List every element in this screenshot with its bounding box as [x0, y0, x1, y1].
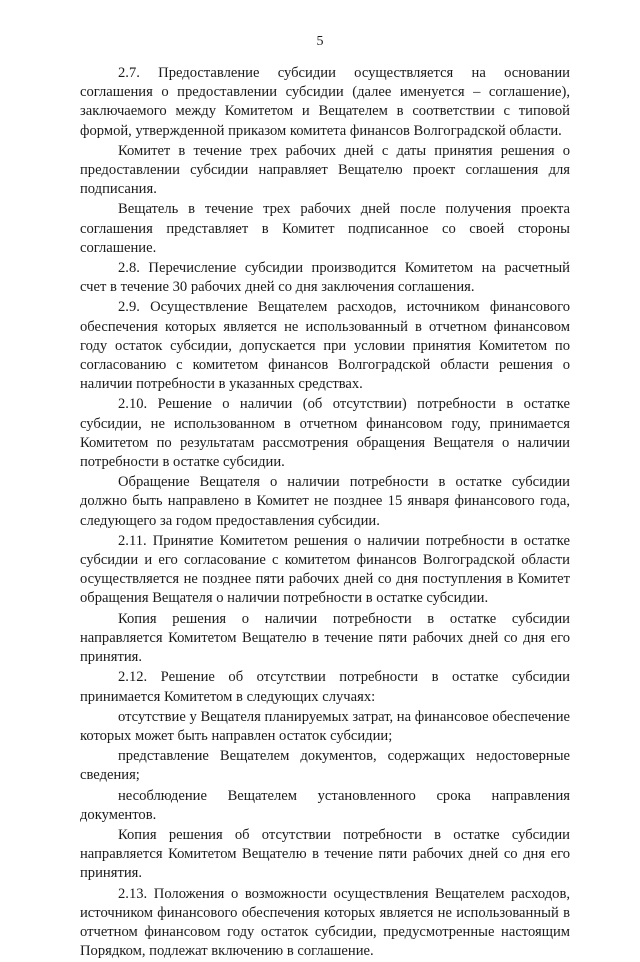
- paragraph-2-13: 2.13. Положения о возможности осуществления Вещателем расходов, источником финансового обеспечения которых является не использованный в отчетном финансовом году остаток субсидии, предусмотренные настоящим Порядком, подлежат включению в соглашение.: [80, 885, 570, 960]
- paragraph-2-12: 2.12. Решение об отсутствии потребности в остатке субсидии принимается Комитетом в следующих случаях:: [80, 669, 570, 705]
- paragraph-appeal-deadline: Обращение Вещателя о наличии потребности в остатке субсидии должно быть направлено в Комитет не позднее 15 января финансового года, следующего за годом предоставления субсидии.: [80, 474, 570, 529]
- paragraph-copy-decision: Копия решения о наличии потребности в остатке субсидии направляется Комитетом Вещателю в течение пяти рабочих дней со дня его принятия.: [80, 610, 570, 666]
- paragraph-2-10: 2.10. Решение о наличии (об отсутствии) потребности в остатке субсидии, не использованном в отчетном финансовом году, принимается Комитетом по результатам рассмотрения обращения Вещателя о наличии потребности в остатке субсидии.: [80, 396, 570, 471]
- page-number: 5: [316, 34, 324, 49]
- document-body: [80, 64, 570, 962]
- list-item-deadline-missed: несоблюдение Вещателем установленного срока направления документов.: [80, 787, 570, 823]
- paragraph-signing: Вещатель в течение трех рабочих дней после получения проекта соглашения представляет в Комитет подписанное со своей стороны соглашение.: [80, 201, 570, 256]
- paragraph-2-11: 2.11. Принятие Комитетом решения о наличии потребности в остатке субсидии и его согласование с комитетом финансов Волгоградской области осуществляется не позднее пяти рабочих дней со дня поступления в Комитет обращения Вещателя о наличии потребности в остатке субсидии.: [80, 532, 570, 607]
- paragraph-2-7: 2.7. Предоставление субсидии осуществляется на основании соглашения о предоставлении субсидии (далее именуется – соглашение), заключаемого между Комитетом и Вещателем в соответствии с типовой формой, утвержденной приказом комитета финансов Волгоградской области.: [80, 65, 570, 139]
- paragraph-project-sending: Комитет в течение трех рабочих дней с даты принятия решения о предоставлении субсидии направляет Вещателю проект соглашения для подписания.: [80, 142, 570, 198]
- paragraph-2-8: 2.8. Перечисление субсидии производится Комитетом на расчетный счет в течение 30 рабочих дней со дня заключения соглашения.: [80, 260, 570, 296]
- paragraph-2-9: 2.9. Осуществление Вещателем расходов, источником финансового обеспечения которых является не использованный в отчетном финансовом году остаток субсидии, допускается при условии принятия Комитетом по согласованию с комитетом финансов Волгоградской области решения о наличии потребности в указанных средствах.: [80, 299, 570, 393]
- list-item-no-costs: отсутствие у Вещателя планируемых затрат, на финансовое обеспечение которых может быть направлен остаток субсидии;: [80, 708, 570, 744]
- list-item-false-info: представление Вещателем документов, содержащих недостоверные сведения;: [80, 748, 570, 784]
- paragraph-copy-refusal: Копия решения об отсутствии потребности в остатке субсидии направляется Комитетом Вещателю в течение пяти рабочих дней со дня его принятия.: [80, 826, 570, 882]
